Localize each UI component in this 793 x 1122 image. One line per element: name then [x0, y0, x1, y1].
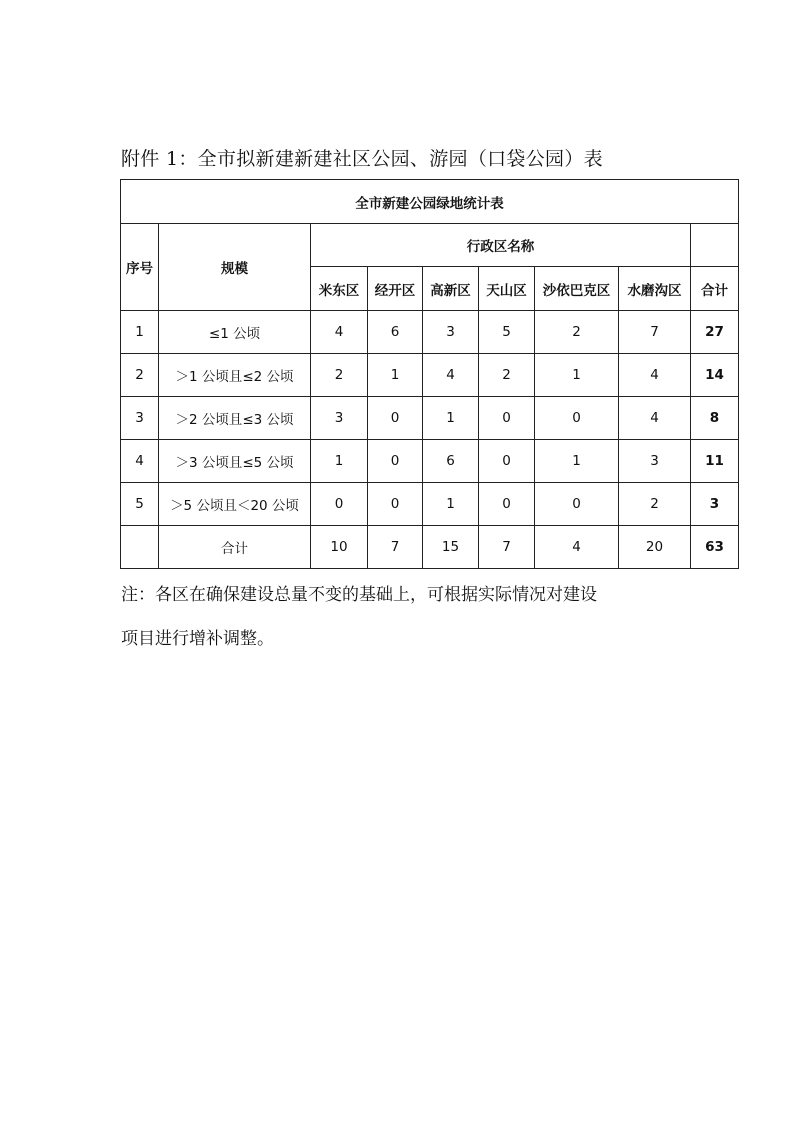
row-scale-cell: ＞1 公顷且≤2 公顷 [159, 354, 311, 397]
row-value-cell: 3 [423, 311, 479, 354]
page-heading: 附件 1：全市拟新建新建社区公园、游园（口袋公园）表 [121, 148, 603, 170]
table-row [121, 354, 739, 397]
row-scale-cell: ≤1 公顷 [159, 311, 311, 354]
row-value-cell: 6 [368, 311, 423, 354]
header-index: 序号 [121, 224, 159, 311]
header-blank-cell [691, 224, 739, 267]
row-value-cell: 0 [479, 397, 535, 440]
row-value-cell: 0 [368, 397, 423, 440]
row-value-cell: 4 [619, 397, 691, 440]
row-value-cell: 1 [423, 483, 479, 526]
row-index-cell: 2 [121, 354, 159, 397]
row-total-cell: 14 [691, 354, 739, 397]
header-district: 水磨沟区 [619, 267, 691, 311]
row-scale-cell: ＞5 公顷且＜20 公顷 [159, 483, 311, 526]
note-line-1: 注：各区在确保建设总量不变的基础上，可根据实际情况对建设 [121, 585, 597, 605]
row-value-cell: 4 [311, 311, 368, 354]
row-value-cell: 0 [479, 440, 535, 483]
row-value-cell: 4 [423, 354, 479, 397]
row-value-cell: 1 [311, 440, 368, 483]
row-value-cell: 1 [535, 440, 619, 483]
header-district: 米东区 [311, 267, 368, 311]
header-district: 沙依巴克区 [535, 267, 619, 311]
row-value-cell: 10 [311, 526, 368, 569]
row-value-cell: 6 [423, 440, 479, 483]
row-value-cell: 15 [423, 526, 479, 569]
row-total-cell: 3 [691, 483, 739, 526]
row-scale-cell: 合计 [159, 526, 311, 569]
table-row [121, 397, 739, 440]
header-district: 天山区 [479, 267, 535, 311]
row-value-cell: 2 [619, 483, 691, 526]
header-district: 高新区 [423, 267, 479, 311]
header-scale: 规模 [159, 224, 311, 311]
row-value-cell: 2 [479, 354, 535, 397]
row-value-cell: 0 [368, 483, 423, 526]
row-total-cell: 27 [691, 311, 739, 354]
row-value-cell: 0 [311, 483, 368, 526]
park-statistics-table [120, 179, 739, 569]
row-value-cell: 1 [423, 397, 479, 440]
row-value-cell: 5 [479, 311, 535, 354]
note-line-2: 项目进行增补调整。 [121, 629, 274, 649]
row-value-cell: 7 [619, 311, 691, 354]
row-index-cell: 4 [121, 440, 159, 483]
row-value-cell: 3 [311, 397, 368, 440]
table-title: 全市新建公园绿地统计表 [121, 180, 739, 224]
row-total-cell: 63 [691, 526, 739, 569]
row-total-cell: 11 [691, 440, 739, 483]
row-index-cell: 5 [121, 483, 159, 526]
row-value-cell: 0 [368, 440, 423, 483]
table-sum-row [121, 526, 739, 569]
table-row [121, 311, 739, 354]
row-value-cell: 4 [535, 526, 619, 569]
row-value-cell: 4 [619, 354, 691, 397]
header-district-group: 行政区名称 [311, 224, 691, 267]
row-value-cell: 3 [619, 440, 691, 483]
row-value-cell: 1 [535, 354, 619, 397]
row-value-cell: 0 [479, 483, 535, 526]
row-index-cell [121, 526, 159, 569]
row-value-cell: 1 [368, 354, 423, 397]
header-total: 合计 [691, 267, 739, 311]
row-value-cell: 20 [619, 526, 691, 569]
row-value-cell: 2 [535, 311, 619, 354]
row-scale-cell: ＞3 公顷且≤5 公顷 [159, 440, 311, 483]
table-row [121, 440, 739, 483]
row-scale-cell: ＞2 公顷且≤3 公顷 [159, 397, 311, 440]
row-value-cell: 7 [368, 526, 423, 569]
row-value-cell: 0 [535, 397, 619, 440]
row-total-cell: 8 [691, 397, 739, 440]
row-index-cell: 3 [121, 397, 159, 440]
row-value-cell: 0 [535, 483, 619, 526]
row-value-cell: 7 [479, 526, 535, 569]
row-value-cell: 2 [311, 354, 368, 397]
row-index-cell: 1 [121, 311, 159, 354]
table-row [121, 483, 739, 526]
header-district: 经开区 [368, 267, 423, 311]
